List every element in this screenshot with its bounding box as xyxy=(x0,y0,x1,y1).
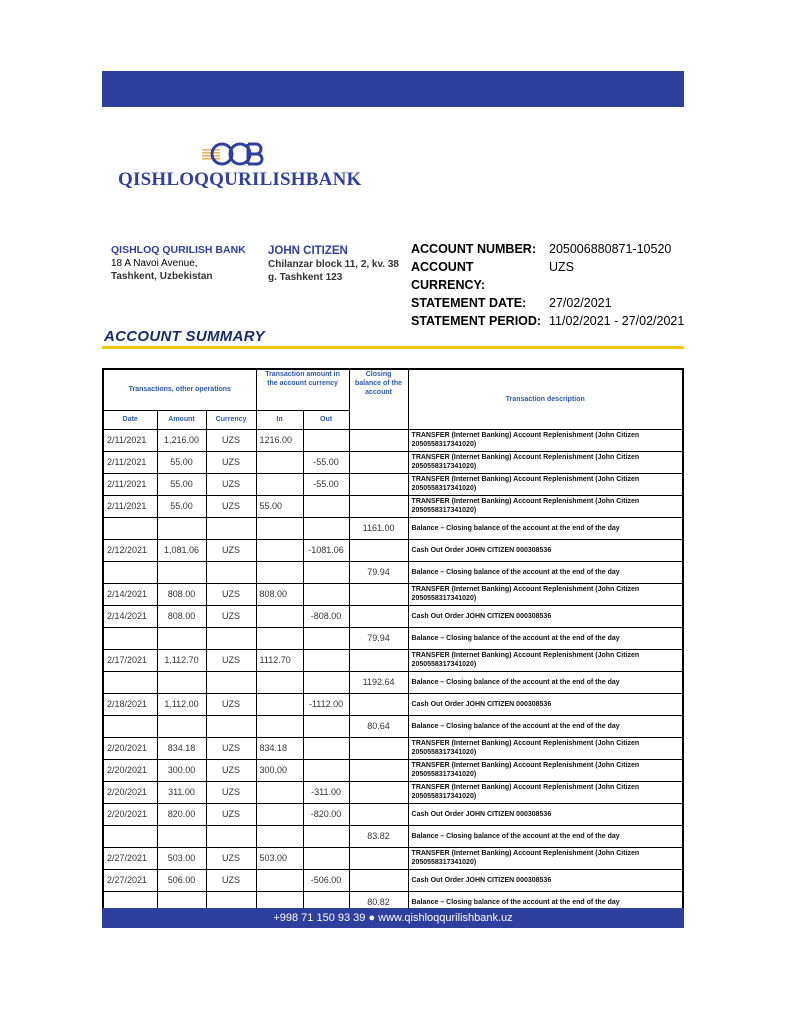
tx-currency: UZS xyxy=(206,451,256,473)
tx-description: TRANSFER (Internet Banking) Account Replenishment (John Citizen 2050558317341020) xyxy=(408,495,683,517)
qqb-logo-icon xyxy=(200,140,270,170)
tx-out: -55.00 xyxy=(303,451,349,473)
bank-logo xyxy=(118,140,362,190)
table-row xyxy=(103,451,683,473)
statement-period-label: STATEMENT PERIOD: xyxy=(411,314,542,328)
tx-description: TRANSFER (Internet Banking) Account Replenishment (John Citizen 2050558317341020) xyxy=(408,759,683,781)
tx-currency: UZS xyxy=(206,803,256,825)
account-summary-title: ACCOUNT SUMMARY xyxy=(104,328,265,345)
tx-out xyxy=(303,759,349,781)
tx-balance: 80.64 xyxy=(349,715,408,737)
tx-amount: 820.00 xyxy=(157,803,206,825)
tx-description: TRANSFER (Internet Banking) Account Replenishment (John Citizen 2050558317341020) xyxy=(408,429,683,451)
tx-date: 2/11/2021 xyxy=(103,473,157,495)
header-amount-group: Transaction amount in the account currency xyxy=(256,369,349,410)
tx-amount: 55.00 xyxy=(157,451,206,473)
tx-balance xyxy=(349,781,408,803)
tx-out xyxy=(303,561,349,583)
tx-amount: 1,081.06 xyxy=(157,539,206,561)
table-row xyxy=(103,781,683,803)
tx-out: -506.00 xyxy=(303,869,349,891)
tx-date xyxy=(103,671,157,693)
tx-in: 55.00 xyxy=(256,495,303,517)
tx-balance: 79.94 xyxy=(349,627,408,649)
tx-out xyxy=(303,627,349,649)
bank-name: QISHLOQ QURILISH BANK xyxy=(111,244,246,256)
tx-currency xyxy=(206,627,256,649)
statement-date: 27/02/2021 xyxy=(549,296,612,310)
tx-in xyxy=(256,473,303,495)
tx-balance xyxy=(349,693,408,715)
tx-currency: UZS xyxy=(206,495,256,517)
header-currency: Currency xyxy=(206,410,256,429)
tx-currency xyxy=(206,561,256,583)
table-row xyxy=(103,869,683,891)
tx-out xyxy=(303,737,349,759)
tx-in: 300.00 xyxy=(256,759,303,781)
tx-description: Cash Out Order JOHN CITIZEN 000308536 xyxy=(408,869,683,891)
client-name: JOHN CITIZEN xyxy=(268,245,348,257)
header-amount: Amount xyxy=(157,410,206,429)
table-row xyxy=(103,825,683,847)
table-row xyxy=(103,693,683,715)
tx-date: 2/20/2021 xyxy=(103,737,157,759)
header-date: Date xyxy=(103,410,157,429)
tx-amount: 1,216.00 xyxy=(157,429,206,451)
tx-description: Balance – Closing balance of the account at the end of the day xyxy=(408,825,683,847)
tx-date xyxy=(103,517,157,539)
tx-currency xyxy=(206,715,256,737)
tx-currency: UZS xyxy=(206,693,256,715)
table-row xyxy=(103,429,683,451)
tx-description: TRANSFER (Internet Banking) Account Replenishment (John Citizen 2050558317341020) xyxy=(408,737,683,759)
tx-in xyxy=(256,869,303,891)
tx-date: 2/20/2021 xyxy=(103,759,157,781)
header-in: In xyxy=(256,410,303,429)
tx-description: TRANSFER (Internet Banking) Account Replenishment (John Citizen 2050558317341020) xyxy=(408,781,683,803)
tx-date xyxy=(103,561,157,583)
tx-amount: 1,112.00 xyxy=(157,693,206,715)
tx-currency: UZS xyxy=(206,737,256,759)
tx-out xyxy=(303,671,349,693)
transactions-table xyxy=(102,368,684,915)
table-row xyxy=(103,539,683,561)
tx-balance xyxy=(349,759,408,781)
table-row xyxy=(103,561,683,583)
header-closing-balance: Closing balance of the account xyxy=(349,369,408,429)
tx-out xyxy=(303,517,349,539)
bank-address: 18 A Navoi Avenue, xyxy=(111,258,198,269)
client-address-line1: Chilanzar block 11, 2, kv. 38 xyxy=(268,259,399,270)
statement-date-label: STATEMENT DATE: xyxy=(411,296,527,310)
tx-currency: UZS xyxy=(206,759,256,781)
tx-description: Cash Out Order JOHN CITIZEN 000308536 xyxy=(408,605,683,627)
tx-date: 2/27/2021 xyxy=(103,869,157,891)
tx-out: -1081.06 xyxy=(303,539,349,561)
tx-description: Balance – Closing balance of the account at the end of the day xyxy=(408,517,683,539)
tx-amount: 55.00 xyxy=(157,495,206,517)
tx-balance: 1161.00 xyxy=(349,517,408,539)
tx-in: 1216.00 xyxy=(256,429,303,451)
tx-amount xyxy=(157,825,206,847)
tx-balance xyxy=(349,539,408,561)
tx-balance xyxy=(349,583,408,605)
tx-description: TRANSFER (Internet Banking) Account Replenishment (John Citizen 2050558317341020) xyxy=(408,649,683,671)
tx-in: 834.18 xyxy=(256,737,303,759)
tx-description: TRANSFER (Internet Banking) Account Replenishment (John Citizen 2050558317341020) xyxy=(408,473,683,495)
tx-in: 808.00 xyxy=(256,583,303,605)
tx-description: Balance – Closing balance of the account at the end of the day xyxy=(408,671,683,693)
tx-out xyxy=(303,495,349,517)
tx-balance xyxy=(349,649,408,671)
tx-out: -808.00 xyxy=(303,605,349,627)
tx-description: Cash Out Order JOHN CITIZEN 000308536 xyxy=(408,539,683,561)
tx-date: 2/17/2021 xyxy=(103,649,157,671)
client-address-block xyxy=(268,244,399,284)
tx-date xyxy=(103,715,157,737)
bank-city: Tashkent, Uzbekistan xyxy=(111,271,213,282)
tx-currency: UZS xyxy=(206,649,256,671)
tx-in xyxy=(256,781,303,803)
tx-in xyxy=(256,605,303,627)
tx-out xyxy=(303,583,349,605)
tx-date: 2/14/2021 xyxy=(103,583,157,605)
tx-out: -55.00 xyxy=(303,473,349,495)
tx-currency: UZS xyxy=(206,429,256,451)
tx-date: 2/11/2021 xyxy=(103,451,157,473)
table-row xyxy=(103,649,683,671)
tx-date: 2/14/2021 xyxy=(103,605,157,627)
tx-balance xyxy=(349,451,408,473)
tx-description: Balance – Closing balance of the account at the end of the day xyxy=(408,891,683,914)
tx-amount xyxy=(157,627,206,649)
tx-out xyxy=(303,649,349,671)
bank-address-block xyxy=(111,244,246,283)
table-row xyxy=(103,517,683,539)
tx-amount: 506.00 xyxy=(157,869,206,891)
tx-out xyxy=(303,847,349,869)
tx-out xyxy=(303,825,349,847)
tx-balance xyxy=(349,605,408,627)
tx-currency: UZS xyxy=(206,781,256,803)
account-number-label: ACCOUNT NUMBER: xyxy=(411,242,536,256)
tx-date: 2/20/2021 xyxy=(103,803,157,825)
tx-date: 2/18/2021 xyxy=(103,693,157,715)
tx-out xyxy=(303,429,349,451)
tx-amount: 55.00 xyxy=(157,473,206,495)
tx-description: Balance – Closing balance of the account at the end of the day xyxy=(408,561,683,583)
tx-currency: UZS xyxy=(206,473,256,495)
tx-currency xyxy=(206,517,256,539)
tx-description: Cash Out Order JOHN CITIZEN 000308536 xyxy=(408,693,683,715)
tx-balance xyxy=(349,737,408,759)
tx-description: Balance – Closing balance of the account at the end of the day xyxy=(408,627,683,649)
tx-out: -311.00 xyxy=(303,781,349,803)
tx-balance xyxy=(349,473,408,495)
tx-amount xyxy=(157,517,206,539)
table-row xyxy=(103,495,683,517)
tx-balance xyxy=(349,495,408,517)
logo-bank-name: QISHLOQQURILISHBANK xyxy=(118,169,362,190)
tx-balance: 79.94 xyxy=(349,561,408,583)
table-row xyxy=(103,473,683,495)
header-description: Transaction description xyxy=(408,369,683,429)
table-row xyxy=(103,715,683,737)
tx-balance xyxy=(349,803,408,825)
table-row xyxy=(103,605,683,627)
account-currency-label: ACCOUNT CURRENCY: xyxy=(411,260,486,292)
account-currency: UZS xyxy=(549,260,574,274)
tx-amount: 300.00 xyxy=(157,759,206,781)
table-row xyxy=(103,803,683,825)
table-row xyxy=(103,737,683,759)
tx-currency: UZS xyxy=(206,869,256,891)
statement-period: 11/02/2021 - 27/02/2021 xyxy=(549,314,685,328)
tx-currency: UZS xyxy=(206,583,256,605)
account-info-block xyxy=(411,240,684,330)
tx-balance: 1192.64 xyxy=(349,671,408,693)
tx-balance xyxy=(349,869,408,891)
tx-amount: 311.00 xyxy=(157,781,206,803)
tx-in xyxy=(256,715,303,737)
table-row xyxy=(103,671,683,693)
tx-currency: UZS xyxy=(206,605,256,627)
tx-amount: 834.18 xyxy=(157,737,206,759)
tx-in xyxy=(256,693,303,715)
tx-out xyxy=(303,715,349,737)
header-out: Out xyxy=(303,410,349,429)
summary-divider xyxy=(102,346,684,349)
tx-date: 2/12/2021 xyxy=(103,539,157,561)
tx-out: -820.00 xyxy=(303,803,349,825)
header-transactions-group: Transactions, other operations xyxy=(103,369,256,410)
tx-amount: 808.00 xyxy=(157,605,206,627)
tx-in xyxy=(256,561,303,583)
tx-balance: 80.82 xyxy=(349,891,408,914)
transactions-body xyxy=(103,429,683,914)
tx-in: 1112.70 xyxy=(256,649,303,671)
account-number: 205006880871-10520 xyxy=(549,242,672,256)
client-address-line2: g. Tashkent 123 xyxy=(268,272,343,283)
tx-in xyxy=(256,671,303,693)
table-row xyxy=(103,583,683,605)
tx-date: 2/27/2021 xyxy=(103,847,157,869)
tx-date xyxy=(103,627,157,649)
tx-balance xyxy=(349,429,408,451)
footer-contact: +998 71 150 93 39 ● www.qishloqqurilishbank.uz xyxy=(273,912,513,924)
tx-description: Balance – Closing balance of the account at the end of the day xyxy=(408,715,683,737)
tx-amount: 808.00 xyxy=(157,583,206,605)
table-row xyxy=(103,627,683,649)
tx-amount xyxy=(157,671,206,693)
tx-date xyxy=(103,825,157,847)
tx-currency xyxy=(206,671,256,693)
tx-amount: 1,112.70 xyxy=(157,649,206,671)
tx-description: TRANSFER (Internet Banking) Account Replenishment (John Citizen 2050558317341020) xyxy=(408,451,683,473)
tx-in xyxy=(256,803,303,825)
footer-bar xyxy=(102,908,684,928)
tx-in xyxy=(256,825,303,847)
tx-amount xyxy=(157,561,206,583)
tx-in xyxy=(256,627,303,649)
tx-in xyxy=(256,451,303,473)
tx-currency: UZS xyxy=(206,847,256,869)
tx-balance: 83.82 xyxy=(349,825,408,847)
tx-in xyxy=(256,517,303,539)
tx-balance xyxy=(349,847,408,869)
tx-description: Cash Out Order JOHN CITIZEN 000308536 xyxy=(408,803,683,825)
tx-currency xyxy=(206,825,256,847)
tx-in: 503.00 xyxy=(256,847,303,869)
table-row xyxy=(103,847,683,869)
tx-currency: UZS xyxy=(206,539,256,561)
tx-amount: 503.00 xyxy=(157,847,206,869)
tx-date: 2/11/2021 xyxy=(103,495,157,517)
tx-description: TRANSFER (Internet Banking) Account Replenishment (John Citizen 2050558317341020) xyxy=(408,847,683,869)
header-bar xyxy=(102,71,684,107)
tx-date: 2/11/2021 xyxy=(103,429,157,451)
tx-description: TRANSFER (Internet Banking) Account Replenishment (John Citizen 2050558317341020) xyxy=(408,583,683,605)
tx-date: 2/20/2021 xyxy=(103,781,157,803)
tx-in xyxy=(256,539,303,561)
table-row xyxy=(103,759,683,781)
tx-amount xyxy=(157,715,206,737)
tx-out: -1112.00 xyxy=(303,693,349,715)
